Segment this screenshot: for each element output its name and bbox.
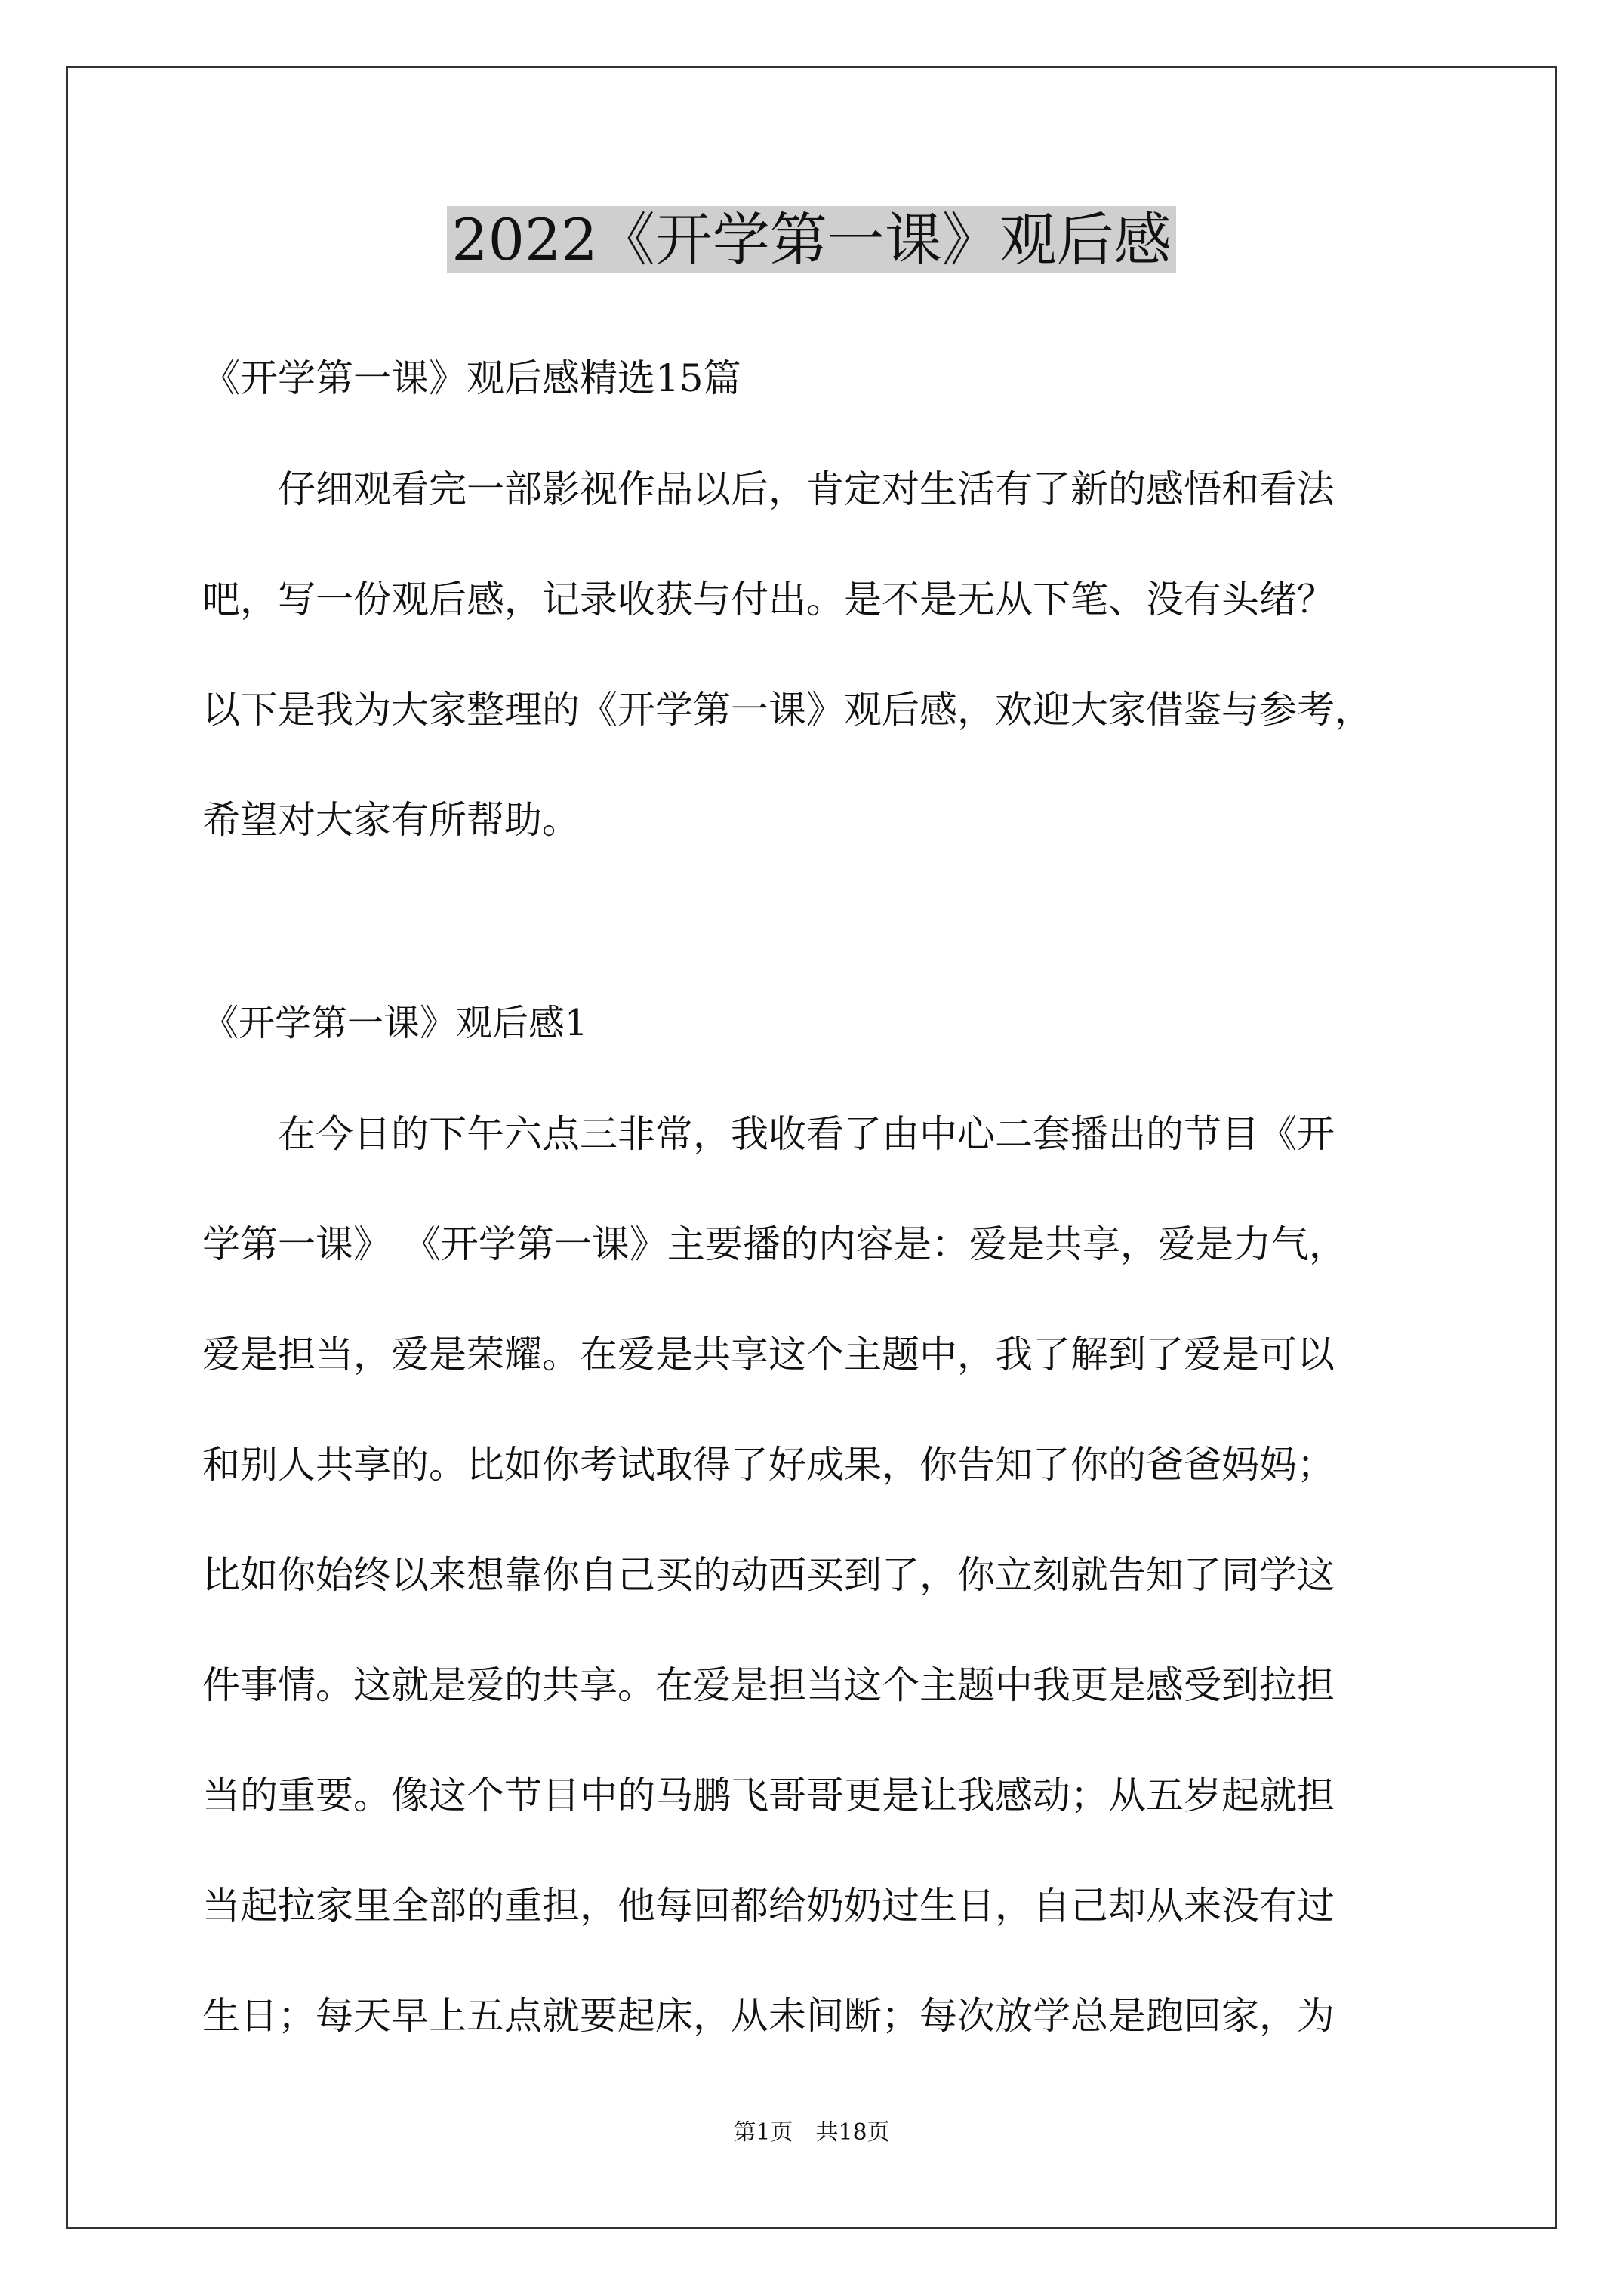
body-line: 当起拉家里全部的重担，他每回都给奶奶过生日，自己却从来没有过 [202,1884,1335,1928]
intro-line: 希望对大家有所帮助。 [202,798,580,842]
body-line: 和别人共享的。比如你考试取得了好成果，你告知了你的爸爸妈妈； [202,1443,1335,1487]
section-title: 《开学第一课》观后感1 [202,1002,588,1044]
intro-line: 以下是我为大家整理的《开学第一课》观后感，欢迎大家借鉴与参考， [202,688,1372,732]
body-line: 在今日的下午六点三非常，我收看了由中心二套播出的节目《开 [278,1112,1335,1156]
body-line: 学第一课》 《开学第一课》主要播的内容是：爱是共享，爱是力气， [202,1222,1347,1266]
intro-line: 仔细观看完一部影视作品以后，肯定对生活有了新的感悟和看法 [278,467,1335,511]
body-line: 件事情。这就是爱的共享。在爱是担当这个主题中我更是感受到拉担 [202,1663,1335,1707]
document-title [0,202,1623,278]
body-line: 生日；每天早上五点就要起床，从未间断；每次放学总是跑回家，为 [202,1994,1335,2038]
page-footer: 第1页 共18页 [733,2119,890,2146]
document-subtitle: 《开学第一课》观后感精选15篇 [202,356,741,400]
body-line: 当的重要。像这个节目中的马鹏飞哥哥更是让我感动；从五岁起就担 [202,1774,1335,1817]
body-line: 爱是担当，爱是荣耀。在爱是共享这个主题中，我了解到了爱是可以 [202,1333,1335,1376]
document-title-text: 2022《开学第一课》观后感 [447,206,1175,273]
intro-line: 吧，写一份观后感，记录收获与付出。是不是无从下笔、没有头绪？ [202,578,1335,621]
body-line: 比如你始终以来想靠你自己买的动西买到了，你立刻就告知了同学这 [202,1553,1335,1597]
